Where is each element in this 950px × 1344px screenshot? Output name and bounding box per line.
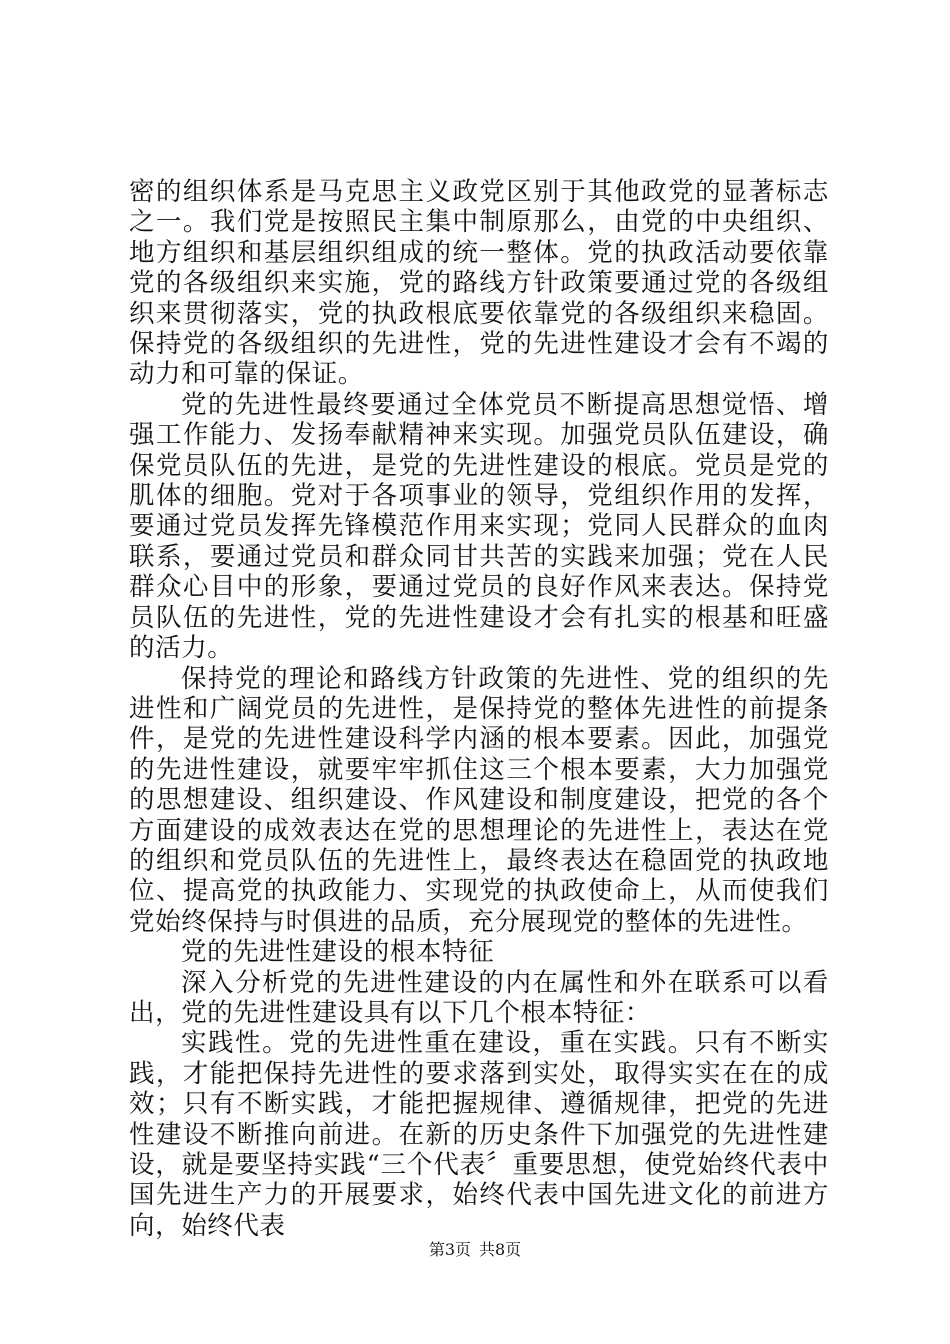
section-heading: 党的先进性建设的根本特征 bbox=[181, 937, 495, 968]
paragraph-5: 实践性。党的先进性重在建设，重在实践。只有不断实践，才能把保持先进性的要求落到实处，取得实实在在的成效；只有不断实践，才能把握规律、遵循规律，把党的先进性建设不断推向前进。在新的历史条件下加强党的先进性建设，就是要坚持实践“三个代表〞重要思想，使党始终代表中国先进生产力的开展要求，始终代表中国先进文化的前进方向，始终代表 bbox=[129, 1028, 829, 1241]
paragraph-3: 保持党的理论和路线方针政策的先进性、党的组织的先进性和广阔党员的先进性，是保持党的整体先进性的前提条件，是党的先进性建设科学内涵的根本要素。因此，加强党的先进性建设，就要牢牢抓住这三个根本要素，大力加强党的思想建设、组织建设、作风建设和制度建设，把党的各个方面建设的成效表达在党的思想理论的先进性上，表达在党的组织和党员队伍的先进性上，最终表达在稳固党的执政地位、提高党的执政能力、实现党的执政使命上，从而使我们党始终保持与时俱进的品质，充分展现党的整体的先进性。 bbox=[129, 663, 829, 937]
page-number: 第3页 bbox=[428, 1240, 471, 1259]
page-total: 共8页 bbox=[479, 1240, 522, 1259]
paragraph-2: 党的先进性最终要通过全体党员不断提高思想觉悟、增强工作能力、发扬奉献精神来实现。加强党员队伍建设，确保党员队伍的先进，是党的先进性建设的根底。党员是党的肌体的细胞。党对于各项事业的领导，党组织作用的发挥，要通过党员发挥先锋模范作用来实现；党同人民群众的血肉联系，要通过党员和群众同甘共苦的实践来加强；党在人民群众心目中的形象，要通过党员的良好作风来表达。保持党员队伍的先进性，党的先进性建设才会有扎实的根基和旺盛的活力。 bbox=[129, 389, 829, 664]
page-footer bbox=[0, 1240, 950, 1260]
document-body bbox=[129, 177, 829, 1241]
paragraph-1: 密的组织体系是马克思主义政党区别于其他政党的显著标志之一。我们党是按照民主集中制原那么，由党的中央组织、地方组织和基层组织组成的统一整体。党的执政活动要依靠党的各级组织来实施，党的路线方针政策要通过党的各级组织来贯彻落实，党的执政根底要依靠党的各级组织来稳固。保持党的各级组织的先进性，党的先进性建设才会有不竭的动力和可靠的保证。 bbox=[129, 177, 829, 390]
paragraph-4: 深入分析党的先进性建设的内在属性和外在联系可以看出，党的先进性建设具有以下几个根本特征： bbox=[129, 967, 829, 1028]
